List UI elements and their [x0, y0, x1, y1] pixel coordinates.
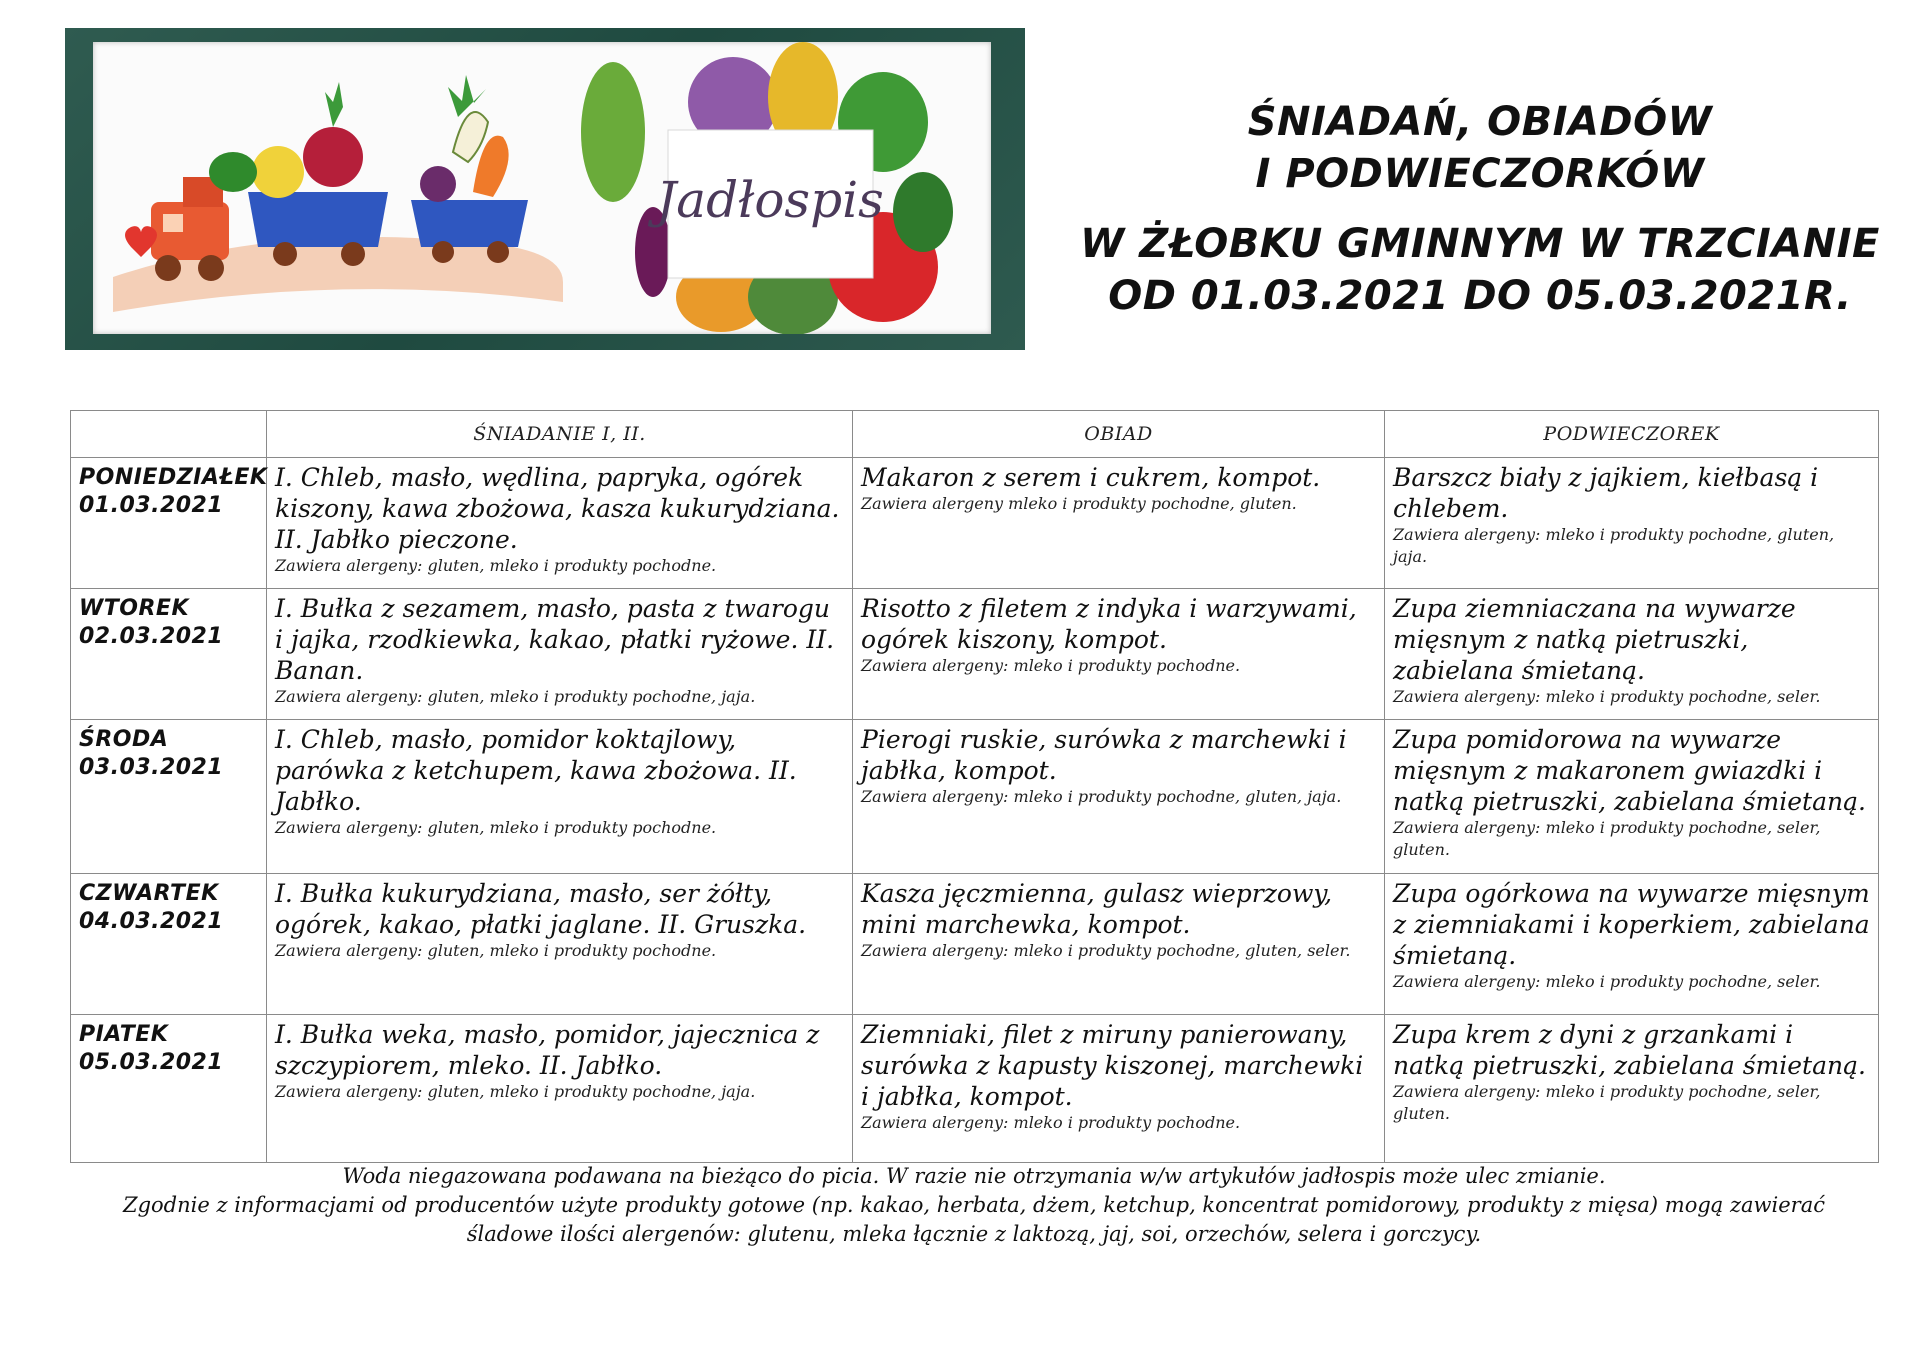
table-header-row [71, 411, 1879, 458]
header-lunch: OBIAD [853, 411, 1385, 458]
day-date: 04.03.2021 [79, 909, 224, 934]
day-date: 03.03.2021 [79, 755, 224, 780]
snack-allergens: Zawiera alergeny: mleko i produkty pochodne, seler, gluten. [1393, 1082, 1821, 1123]
lunch-allergens: Zawiera alergeny: mleko i produkty pochodne, gluten, jaja. [861, 787, 1342, 806]
table-row [71, 874, 1879, 1015]
banner-picture [93, 42, 991, 334]
day-date: 01.03.2021 [79, 493, 224, 518]
day-name: ŚRODA [79, 727, 169, 752]
snack-text: Zupa pomidorowa na wywarze mięsnym z makaronem gwiazdki i natką pietruszki, zabielana śmietaną. [1393, 725, 1866, 816]
snack-text: Barszcz biały z jajkiem, kiełbasą i chlebem. [1393, 463, 1819, 523]
header-snack: PODWIECZOREK [1385, 411, 1879, 458]
day-cell [71, 458, 267, 589]
snack-text: Zupa ziemniaczana na wywarze mięsnym z natką pietruszki, zabielana śmietaną. [1393, 594, 1796, 685]
lunch-allergens: Zawiera alergeny: mleko i produkty pochodne. [861, 656, 1241, 675]
snack-cell [1385, 720, 1879, 874]
breakfast-text: I. Bułka z sezamem, masło, pasta z twarogu i jajka, rzodkiewka, kakao, płatki ryżowe. II. Banan. [275, 594, 835, 685]
day-name: WTOREK [79, 596, 189, 621]
snack-allergens: Zawiera alergeny: mleko i produkty pochodne, seler. [1393, 687, 1821, 706]
header-breakfast: ŚNIADANIE I, II. [267, 411, 853, 458]
menu-banner [65, 28, 1025, 350]
day-cell [71, 589, 267, 720]
title-line-1: ŚNIADAŃ, OBIADÓW [1247, 99, 1713, 145]
lunch-allergens: Zawiera alergeny mleko i produkty pochodne, gluten. [861, 494, 1297, 513]
breakfast-allergens: Zawiera alergeny: gluten, mleko i produkty pochodne. [275, 941, 717, 960]
title-line-3: W ŻŁOBKU GMINNYM W TRZCIANIE [1080, 221, 1880, 267]
weekly-menu-table [70, 410, 1879, 1163]
lunch-cell [853, 874, 1385, 1015]
breakfast-allergens: Zawiera alergeny: gluten, mleko i produkty pochodne, jaja. [275, 687, 756, 706]
snack-allergens: Zawiera alergeny: mleko i produkty pochodne, gluten, jaja. [1393, 525, 1835, 566]
svg-text:Jadłospis: Jadłospis [656, 171, 884, 229]
table-row [71, 458, 1879, 589]
snack-cell [1385, 1015, 1879, 1163]
title-line-4: OD 01.03.2021 DO 05.03.2021R. [1108, 273, 1852, 319]
lunch-cell [853, 1015, 1385, 1163]
breakfast-cell [267, 458, 853, 589]
day-cell [71, 874, 267, 1015]
lunch-cell [853, 720, 1385, 874]
footer-line-3: śladowe ilości alergenów: glutenu, mleka łącznie z laktozą, jaj, soi, orzechów, selera i gorczycy. [466, 1222, 1482, 1246]
breakfast-cell [267, 874, 853, 1015]
menu-heading-bottom [1050, 218, 1910, 322]
snack-text: Zupa ogórkowa na wywarze mięsnym z ziemniakami i koperkiem, zabielana śmietaną. [1393, 879, 1870, 970]
breakfast-allergens: Zawiera alergeny: gluten, mleko i produkty pochodne. [275, 818, 717, 837]
day-cell [71, 720, 267, 874]
day-name: PIATEK [79, 1022, 169, 1047]
day-cell [71, 1015, 267, 1163]
lunch-cell [853, 458, 1385, 589]
lunch-text: Makaron z serem i cukrem, kompot. [861, 463, 1321, 492]
day-date: 02.03.2021 [79, 624, 224, 649]
lunch-cell [853, 589, 1385, 720]
table-row [71, 720, 1879, 874]
snack-cell [1385, 589, 1879, 720]
table-row [71, 589, 1879, 720]
day-name: PONIEDZIAŁEK [79, 465, 268, 490]
breakfast-cell [267, 720, 853, 874]
lunch-text: Pierogi ruskie, surówka z marchewki i jabłka, kompot. [861, 725, 1347, 785]
breakfast-cell [267, 1015, 853, 1163]
breakfast-text: I. Chleb, masło, pomidor koktajlowy, parówka z ketchupem, kawa zbożowa. II. Jabłko. [275, 725, 797, 816]
breakfast-cell [267, 589, 853, 720]
day-name: CZWARTEK [79, 881, 219, 906]
lunch-text: Kasza jęczmienna, gulasz wieprzowy, mini marchewka, kompot. [861, 879, 1333, 939]
lunch-allergens: Zawiera alergeny: mleko i produkty pochodne, gluten, seler. [861, 941, 1351, 960]
snack-cell [1385, 458, 1879, 589]
snack-allergens: Zawiera alergeny: mleko i produkty pochodne, seler, gluten. [1393, 818, 1821, 859]
vegetable-train-illustration [93, 42, 991, 334]
table-row [71, 1015, 1879, 1163]
header-day [71, 411, 267, 458]
breakfast-text: I. Bułka kukurydziana, masło, ser żółty, ogórek, kakao, płatki jaglane. II. Gruszka. [275, 879, 807, 939]
snack-allergens: Zawiera alergeny: mleko i produkty pochodne, seler. [1393, 972, 1821, 991]
lunch-text: Risotto z filetem z indyka i warzywami, ogórek kiszony, kompot. [861, 594, 1357, 654]
breakfast-text: I. Chleb, masło, wędlina, papryka, ogórek kiszony, kawa zbożowa, kasza kukurydziana. II. Jabłko pieczone. [275, 463, 840, 554]
breakfast-allergens: Zawiera alergeny: gluten, mleko i produkty pochodne. [275, 556, 717, 575]
lunch-allergens: Zawiera alergeny: mleko i produkty pochodne. [861, 1113, 1241, 1132]
breakfast-allergens: Zawiera alergeny: gluten, mleko i produkty pochodne, jaja. [275, 1082, 756, 1101]
day-date: 05.03.2021 [79, 1050, 224, 1075]
snack-text: Zupa krem z dyni z grzankami i natką pietruszki, zabielana śmietaną. [1393, 1020, 1866, 1080]
menu-heading-top [1050, 96, 1910, 200]
menu-footer-notes [70, 1162, 1878, 1249]
snack-cell [1385, 874, 1879, 1015]
title-line-2: I PODWIECZORKÓW [1255, 151, 1705, 197]
lunch-text: Ziemniaki, filet z miruny panierowany, surówka z kapusty kiszonej, marchewki i jabłka, kompot. [861, 1020, 1364, 1111]
footer-line-1: Woda niegazowana podawana na bieżąco do picia. W razie nie otrzymania w/w artykułów jadłospis może ulec zmianie. [342, 1164, 1606, 1188]
breakfast-text: I. Bułka weka, masło, pomidor, jajecznica z szczypiorem, mleko. II. Jabłko. [275, 1020, 820, 1080]
footer-line-2: Zgodnie z informacjami od producentów użyte produkty gotowe (np. kakao, herbata, dżem, ketchup, koncentrat pomidorowy, produkty z mięsa) mogą zawierać [123, 1193, 1825, 1217]
